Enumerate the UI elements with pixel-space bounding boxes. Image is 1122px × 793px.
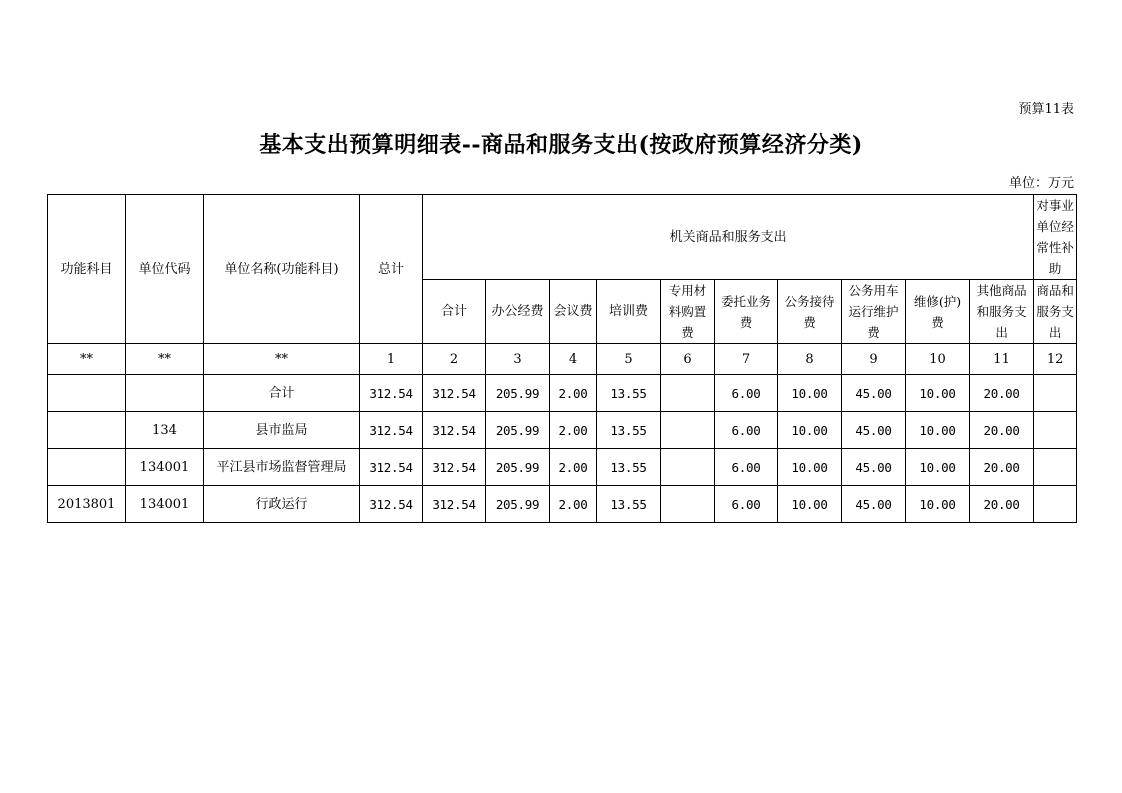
index-cell: 12 [1034,344,1077,375]
index-cell: 11 [970,344,1034,375]
col-header-sub: 委托业务费 [715,280,778,344]
index-cell: 5 [597,344,661,375]
value-cell: 312.54 [360,449,423,486]
col-header-sub: 合计 [423,280,486,344]
unit-name-cell: 平江县市场监督管理局 [204,449,360,486]
col-header-total: 总计 [360,195,423,344]
index-cell: 4 [550,344,597,375]
value-cell: 2.00 [550,449,597,486]
col-header-sub: 会议费 [550,280,597,344]
value-cell: 10.00 [778,375,842,412]
value-cell: 312.54 [423,486,486,523]
value-cell [661,486,715,523]
col-header-sub: 公务接待费 [778,280,842,344]
value-cell: 205.99 [486,375,550,412]
col-header-unit-code: 单位代码 [126,195,204,344]
value-cell: 312.54 [423,412,486,449]
table-number: 预算11表 [1018,102,1074,117]
unit-name-cell: 合计 [204,375,360,412]
col-header-sub: 维修(护)费 [906,280,970,344]
value-cell: 13.55 [597,486,661,523]
value-cell: 45.00 [842,486,906,523]
func-subject-cell [48,375,126,412]
value-cell: 10.00 [778,412,842,449]
value-cell [661,412,715,449]
value-cell: 6.00 [715,412,778,449]
value-cell: 20.00 [970,375,1034,412]
value-cell: 2.00 [550,412,597,449]
value-cell: 45.00 [842,412,906,449]
table-row [48,449,1077,486]
value-cell: 312.54 [360,375,423,412]
header-row-1 [48,195,1077,280]
value-cell [1034,375,1077,412]
unit-name-cell: 行政运行 [204,486,360,523]
value-cell: 312.54 [423,449,486,486]
unit-code-cell: 134001 [126,449,204,486]
index-cell: 9 [842,344,906,375]
value-cell: 13.55 [597,449,661,486]
col-header-func-subject: 功能科目 [48,195,126,344]
page-title: 基本支出预算明细表--商品和服务支出(按政府预算经济分类) [259,132,863,158]
col-header-group-main: 机关商品和服务支出 [423,195,1034,280]
col-header-sub: 商品和服务支出 [1034,280,1077,344]
value-cell: 20.00 [970,486,1034,523]
col-header-sub: 专用材料购置费 [661,280,715,344]
col-header-sub: 其他商品和服务支出 [970,280,1034,344]
col-header-unit-name: 单位名称(功能科目) [204,195,360,344]
index-cell: 1 [360,344,423,375]
table-row [48,375,1077,412]
col-header-sub: 培训费 [597,280,661,344]
index-cell: 3 [486,344,550,375]
value-cell: 45.00 [842,375,906,412]
unit-code-cell: 134 [126,412,204,449]
value-cell: 10.00 [778,449,842,486]
index-cell: ** [48,344,126,375]
value-cell: 205.99 [486,449,550,486]
value-cell [661,449,715,486]
value-cell: 2.00 [550,486,597,523]
value-cell: 10.00 [906,449,970,486]
func-subject-cell [48,449,126,486]
col-header-sub: 办公经费 [486,280,550,344]
value-cell: 6.00 [715,486,778,523]
index-cell: 6 [661,344,715,375]
func-subject-cell [48,412,126,449]
value-cell: 10.00 [906,412,970,449]
value-cell [661,375,715,412]
value-cell: 6.00 [715,375,778,412]
value-cell: 13.55 [597,375,661,412]
index-cell: ** [204,344,360,375]
unit-label: 单位：万元 [1008,176,1074,191]
value-cell: 10.00 [778,486,842,523]
value-cell: 10.00 [906,486,970,523]
value-cell [1034,449,1077,486]
unit-code-cell [126,375,204,412]
table-row [48,486,1077,523]
table-row [48,412,1077,449]
value-cell [1034,486,1077,523]
value-cell: 13.55 [597,412,661,449]
index-row [48,344,1077,375]
value-cell [1034,412,1077,449]
func-subject-cell: 2013801 [48,486,126,523]
index-cell: 10 [906,344,970,375]
value-cell: 6.00 [715,449,778,486]
value-cell: 312.54 [360,486,423,523]
col-header-sub: 公务用车运行维护费 [842,280,906,344]
value-cell: 45.00 [842,449,906,486]
value-cell: 2.00 [550,375,597,412]
budget-table [47,194,1077,523]
value-cell: 312.54 [360,412,423,449]
value-cell: 10.00 [906,375,970,412]
index-cell: ** [126,344,204,375]
index-cell: 2 [423,344,486,375]
index-cell: 7 [715,344,778,375]
unit-name-cell: 县市监局 [204,412,360,449]
col-header-group-subsidy: 对事业单位经常性补助 [1034,195,1077,280]
value-cell: 20.00 [970,449,1034,486]
unit-code-cell: 134001 [126,486,204,523]
value-cell: 205.99 [486,412,550,449]
index-cell: 8 [778,344,842,375]
value-cell: 20.00 [970,412,1034,449]
value-cell: 312.54 [423,375,486,412]
value-cell: 205.99 [486,486,550,523]
